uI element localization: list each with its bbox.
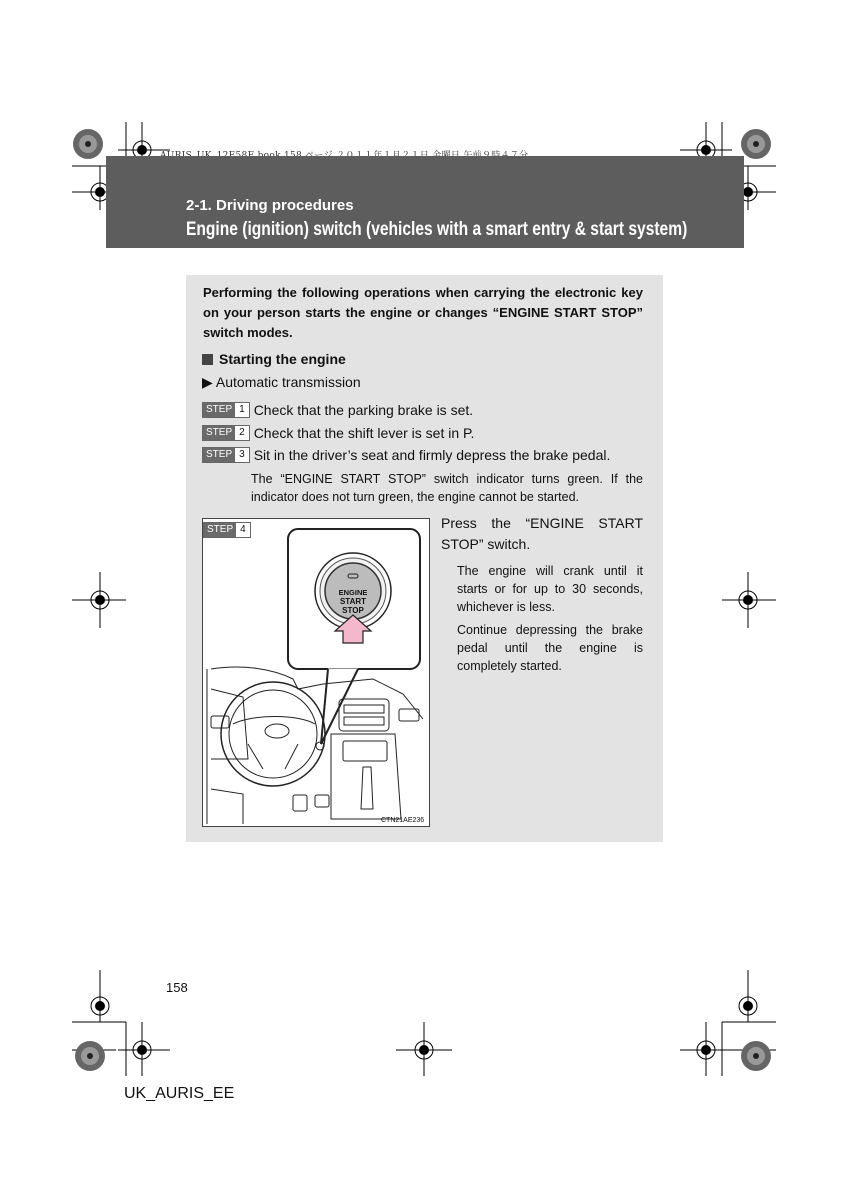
step4-badge-wrap (203, 519, 255, 538)
step4-text: Press the “ENGINE START STOP” switch. (441, 515, 643, 552)
step-badge: STEP 2 (202, 425, 250, 441)
step4-note-2: Continue depressing the brake pedal until the engine is completely started. (457, 623, 643, 673)
page-title: Engine (ignition) switch (vehicles with a smart entry & start system) (186, 219, 688, 240)
step-row (202, 447, 610, 463)
dashboard-illustration (202, 518, 430, 827)
button-label-stop: STOP (342, 606, 364, 615)
section-heading (202, 351, 346, 367)
step-badge: STEP 1 (202, 402, 250, 418)
footer-code: UK_AURIS_EE (124, 1085, 235, 1102)
step-text: Check that the shift lever is set in P. (253, 425, 475, 441)
square-bullet-icon (202, 354, 213, 365)
step-badge: STEP 4 (203, 522, 251, 538)
intro-text: Performing the following operations when carrying the electronic key on your person starts the engine or changes “ENGINE START STOP” switch modes. (203, 285, 643, 340)
section-label: 2-1. Driving procedures (186, 197, 354, 214)
page-number: 158 (166, 980, 188, 995)
subheading (202, 374, 361, 391)
step-text: Sit in the driver’s seat and firmly depress the brake pedal. (253, 447, 611, 463)
step-row (202, 402, 473, 418)
button-label-start: START (339, 597, 367, 606)
dashboard-drawing (203, 519, 429, 826)
button-label-engine: ENGINE (338, 588, 368, 597)
step-badge: STEP 3 (202, 447, 250, 463)
step-row (202, 425, 474, 441)
subheading-text: Automatic transmission (215, 374, 361, 390)
illustration-code: CTN21AE236 (381, 817, 425, 824)
step-text: Check that the parking brake is set. (253, 402, 474, 418)
step3-note: The “ENGINE START STOP” switch indicator turns green. If the indicator does not turn green, the engine cannot be started. (251, 472, 643, 504)
step4-note-1: The engine will crank until it starts or for up to 30 seconds, whichever is less. (457, 564, 643, 614)
heading-text: Starting the engine (219, 351, 346, 367)
triangle-bullet-icon: ▶ (202, 374, 213, 390)
